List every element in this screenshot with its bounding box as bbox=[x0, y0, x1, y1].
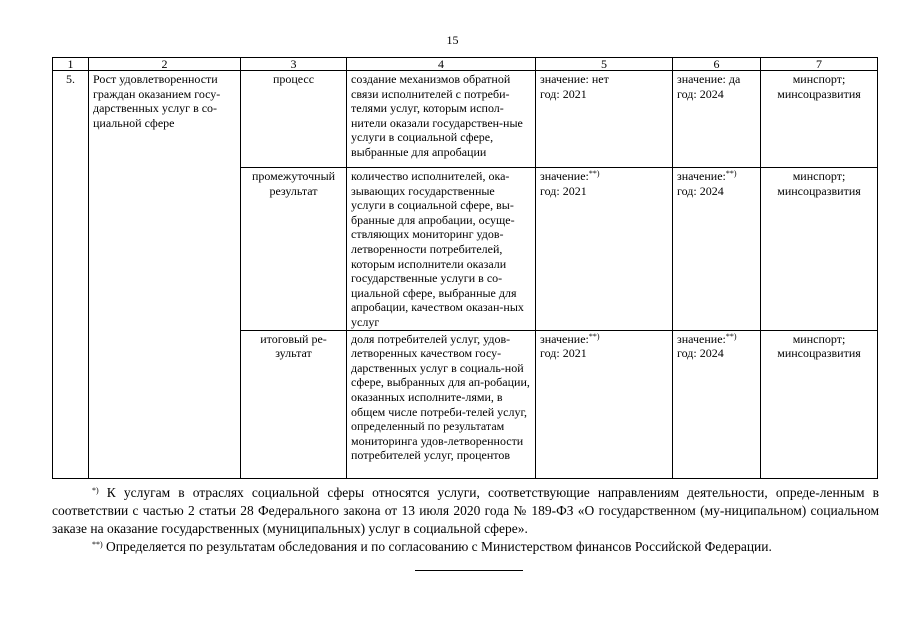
column-header: 2 bbox=[89, 58, 241, 71]
target-value: значение: bbox=[677, 331, 726, 346]
baseline-value: значение: bbox=[540, 169, 589, 183]
column-header: 1 bbox=[53, 58, 89, 71]
description-cell bbox=[347, 71, 536, 168]
row-number-cell bbox=[53, 71, 89, 479]
footnote-text: Определяется по результатам обследования и по согласованию с Министерством финансов Российской Федерации. bbox=[102, 539, 772, 554]
responsible-cell bbox=[761, 330, 878, 478]
description-cell bbox=[347, 168, 536, 331]
end-divider bbox=[415, 570, 523, 571]
column-header: 4 bbox=[347, 58, 536, 71]
target-value: значение: да bbox=[677, 72, 741, 86]
footnote-1 bbox=[52, 484, 879, 538]
type-cell bbox=[241, 71, 347, 168]
page-number: 15 bbox=[446, 33, 459, 47]
table-row bbox=[53, 71, 878, 168]
indicator-cell bbox=[89, 71, 241, 479]
footnote-text: К услугам в отраслях социальной сферы относятся услуги, соответствующие направлениям деятельности, опреде-ленным в соответствии с частью 2 статьи 28 Федерального закона от 13 июля 2020 года № 189-ФЗ «О государственном (му-ниципальном) социальном заказе на оказание государственных (муниципальных) услуг в социальной сфере». bbox=[52, 485, 879, 536]
indicators-table bbox=[52, 57, 878, 479]
footnote-2 bbox=[52, 538, 879, 556]
column-header: 5 bbox=[536, 58, 673, 71]
result-description: количество исполнителей, ока-зывающих государственные услуги в социальной сфере, вы-бранные для апробации, осуще-ствляющих мониторинг удов-летворенности потребителей, которым исполнители оказали государственные услуги в со-циальной сфере, выбранные для апробации, качеством оказан-ных услуг bbox=[351, 169, 524, 329]
footnote-mark: **) bbox=[725, 169, 737, 178]
result-description: доля потребителей услуг, удов-летворенных качеством госу-дарственных услуг в социаль-ной сфере, выбранных для ап-робации, оказанных исполните-лями, в общем числе потреби-телей услуг, определенный по результатам мониторинга удов-летворенности потребителей услуг, процентов bbox=[351, 331, 530, 463]
result-type: процесс bbox=[272, 72, 315, 86]
type-cell bbox=[241, 168, 347, 331]
column-header: 7 bbox=[761, 58, 878, 71]
row-number: 5. bbox=[66, 72, 75, 86]
target-cell bbox=[673, 330, 761, 478]
baseline-cell bbox=[536, 168, 673, 331]
target-year: год: 2024 bbox=[677, 346, 724, 361]
responsible-bodies: минспорт; минсоцразвития bbox=[777, 331, 861, 361]
column-header: 3 bbox=[241, 58, 347, 71]
target-cell bbox=[673, 168, 761, 331]
responsible-bodies: минспорт; минсоцразвития bbox=[777, 72, 861, 101]
baseline-cell bbox=[536, 71, 673, 168]
target-cell bbox=[673, 71, 761, 168]
baseline-cell bbox=[536, 330, 673, 478]
type-cell bbox=[241, 330, 347, 478]
responsible-bodies: минспорт; минсоцразвития bbox=[777, 169, 861, 198]
target-year: год: 2024 bbox=[677, 183, 724, 198]
responsible-cell bbox=[761, 71, 878, 168]
footnote-mark: *) bbox=[92, 486, 99, 495]
baseline-value: значение: bbox=[540, 331, 589, 346]
baseline-value: значение: нет bbox=[540, 72, 609, 86]
baseline-year: год: 2021 bbox=[540, 86, 587, 101]
baseline-year: год: 2021 bbox=[540, 346, 587, 361]
description-cell bbox=[347, 330, 536, 478]
baseline-year: год: 2021 bbox=[540, 183, 587, 198]
footnote-mark: **) bbox=[588, 169, 600, 178]
indicator-name: Рост удовлетворенности граждан оказанием госу-дарственных услуг в со-циальной сфере bbox=[93, 72, 221, 130]
column-header: 6 bbox=[673, 58, 761, 71]
target-value: значение: bbox=[677, 169, 726, 183]
result-description: создание механизмов обратной связи исполнителей с потреби-телями услуг, которым испол-нители оказали государствен-ные услуги в социальной сфере, выбранные для апробации bbox=[351, 72, 523, 159]
responsible-cell bbox=[761, 168, 878, 331]
target-year: год: 2024 bbox=[677, 86, 724, 101]
footnote-mark: **) bbox=[92, 540, 103, 549]
result-type: итоговый ре-зультат bbox=[260, 331, 327, 361]
footnote-mark: **) bbox=[725, 331, 737, 341]
footnote-mark: **) bbox=[588, 331, 600, 341]
result-type: промежуточный результат bbox=[251, 169, 336, 198]
table-header-row bbox=[53, 58, 878, 71]
